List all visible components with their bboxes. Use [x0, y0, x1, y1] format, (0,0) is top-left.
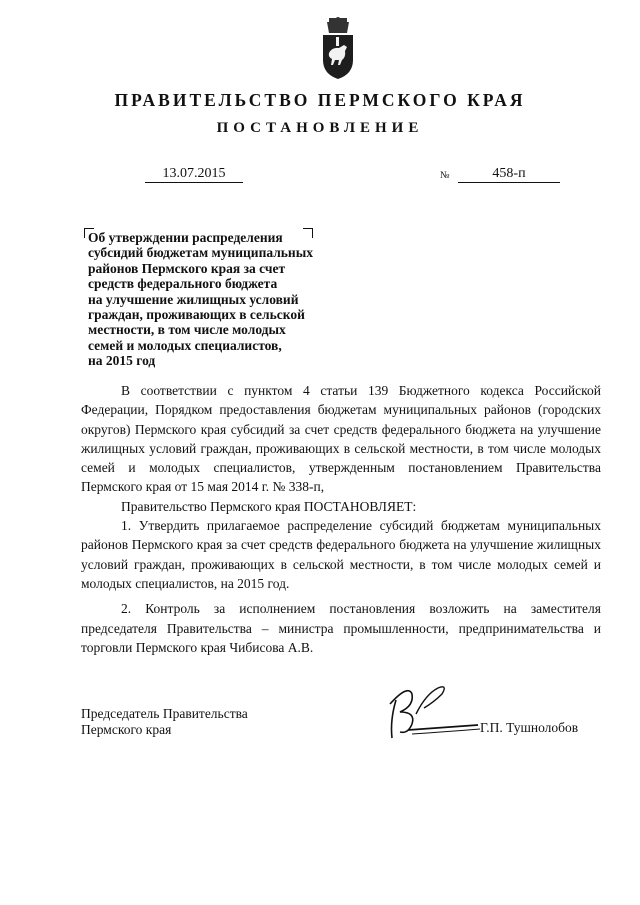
- clause-1-paragraph: 1. Утвердить прилагаемое распределение субсидий бюджетам муниципальных районов Пермского края за счет средств федерального бюджета на улучшение жилищных условий граждан, проживающих в сельской местности, в том числе молодых семей и молодых специалистов, на 2015 год.: [81, 518, 601, 591]
- document-type: ПОСТАНОВЛЕНИЕ: [216, 120, 424, 136]
- subject-line: районов Пермского края за счет: [88, 260, 286, 276]
- subject-line: граждан, проживающих в сельской: [88, 307, 305, 323]
- signer-title: [81, 706, 248, 738]
- perm-krai-coat-of-arms-icon: [320, 16, 356, 80]
- document-number: 458-п: [458, 165, 560, 183]
- resolution-statement: Правительство Пермского края ПОСТАНОВЛЯЕТ:: [121, 498, 417, 514]
- subject-line: Об утверждении распределения: [88, 230, 283, 245]
- subject-line: местности, в том числе молодых: [88, 322, 286, 338]
- signer-title-line: Председатель Правительства: [81, 706, 248, 721]
- document-body: [81, 381, 601, 657]
- signer-title-line: Пермского края: [81, 722, 172, 737]
- organization-title: ПРАВИТЕЛЬСТВО ПЕРМСКОГО КРАЯ: [114, 90, 526, 110]
- subject-line: субсидий бюджетам муниципальных: [88, 245, 313, 261]
- document-date: 13.07.2015: [145, 165, 243, 183]
- number-sign: №: [440, 170, 450, 181]
- document-subject: [88, 230, 323, 369]
- subject-line: на 2015 год: [88, 353, 156, 369]
- clause-2-paragraph: 2. Контроль за исполнением постановления возложить на заместителя председателя Правительства – министра промышленности, предпринимательства и торговли Пермского края Чибисова А.В.: [81, 601, 601, 655]
- subject-line: семей и молодых специалистов,: [88, 337, 282, 353]
- subject-line: средств федерального бюджета: [88, 276, 278, 292]
- preamble-paragraph: В соответствии с пунктом 4 статьи 139 Бюджетного кодекса Российской Федерации, Порядком предоставления бюджетам муниципальных районов (городских округов) Пермского края субсидий за счет средств федерального бюджета на улучшение жилищных условий граждан, проживающих в сельской местности, в том числе молодых семей и молодых специалистов, утвержденным постановлением Правительства Пермского края от 15 мая 2014 г. № 338-п,: [81, 383, 601, 495]
- subject-line: на улучшение жилищных условий: [88, 291, 299, 307]
- signer-name: Г.П. Тушнолобов: [480, 720, 579, 735]
